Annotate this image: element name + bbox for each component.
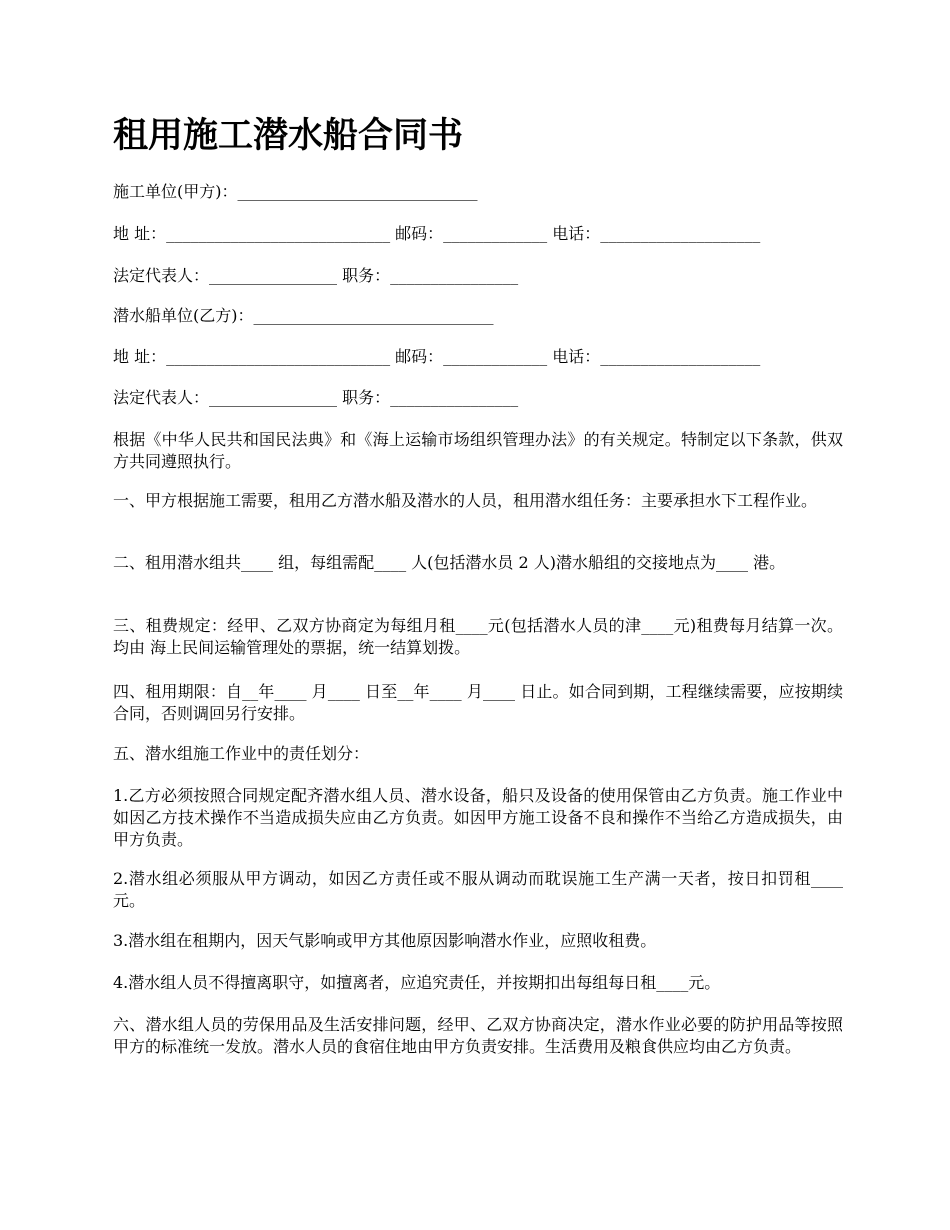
clause-4-paragraph: 四、租用期限：自__年____ 月____ 日至__年____ 月____ 日止。如合同到期，工程继续需要，应按期续合同，否则调回另行安排。 bbox=[113, 682, 843, 723]
clause-5-item-4: 4.潜水组人员不得擅离职守，如擅离者，应追究责任，并按期扣出每组每日租____元。 bbox=[113, 973, 721, 992]
clause-5-item-1: 1.乙方必须按照合同规定配齐潜水组人员、潜水设备，船只及设备的使用保管由乙方负责。施工作业中如因乙方技术操作不当造成损失应由乙方负责。如因甲方施工设备不良和操作不当给乙方造成损失，由甲方负责。 bbox=[113, 786, 843, 849]
party-b-unit-field: 潜水船单位(乙方)：______________________________ bbox=[113, 306, 494, 325]
clause-5-heading: 五、潜水组施工作业中的责任划分： bbox=[113, 744, 370, 763]
party-a-representative-field: 法定代表人：________________ 职务：________________ bbox=[113, 266, 519, 285]
clause-2-paragraph: 二、租用潜水组共____ 组，每组需配____ 人(包括潜水员 2 人)潜水船组的交接地点为____ 港。 bbox=[113, 553, 786, 572]
party-b-address-field: 地 址：____________________________ 邮码：_____________ 电话：____________________ bbox=[113, 347, 761, 366]
clause-6-paragraph: 六、潜水组人员的劳保用品及生活安排问题，经甲、乙双方协商决定，潜水作业必要的防护用品等按照甲方的标准统一发放。潜水人员的食宿住地由甲方负责安排。生活费用及粮食供应均由乙方负责。 bbox=[113, 1015, 843, 1056]
clause-5-item-2: 2.潜水组必须服从甲方调动，如因乙方责任或不服从调动而耽误施工生产满一天者，按日扣罚租____元。 bbox=[113, 869, 843, 910]
document-title: 租用施工潜水船合同书 bbox=[113, 115, 464, 156]
preamble-paragraph: 根据《中华人民共和国民法典》和《海上运输市场组织管理办法》的有关规定。特制定以下条款，供双方共同遵照执行。 bbox=[113, 430, 843, 471]
party-a-unit-field: 施工单位(甲方)：______________________________ bbox=[113, 182, 478, 201]
party-b-representative-field: 法定代表人：________________ 职务：________________ bbox=[113, 388, 519, 407]
clause-5-item-3: 3.潜水组在租期内，因天气影响或甲方其他原因影响潜水作业，应照收租费。 bbox=[113, 931, 657, 950]
clause-1-paragraph: 一、甲方根据施工需要，租用乙方潜水船及潜水的人员，租用潜水组任务：主要承担水下工程作业。 bbox=[113, 491, 818, 510]
clause-3-paragraph: 三、租费规定：经甲、乙双方协商定为每组月租____元(包括潜水人员的津____元)租费每月结算一次。均由 海上民间运输管理处的票据，统一结算划拨。 bbox=[113, 616, 843, 657]
party-a-address-field: 地 址：____________________________ 邮码：_____________ 电话：____________________ bbox=[113, 224, 761, 243]
